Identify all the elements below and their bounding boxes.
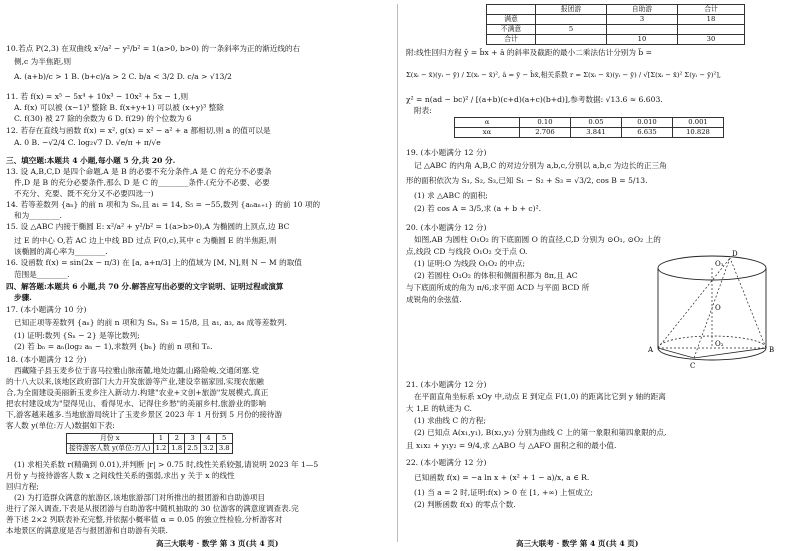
q18-tourist-table bbox=[66, 433, 233, 454]
q21-part2-line1: (2) 已知点 A(x₁,y₁), B(x₂,y₂) 分别为曲线 C 上的第一象限和第四象限的点, bbox=[414, 428, 667, 437]
label-o: O bbox=[715, 304, 721, 312]
q11-stem: 11. 若 f(x) = x⁵ − 5x⁴ + 10x³ − 10x² + 5x − 1,则 bbox=[6, 92, 189, 101]
cylinder-figure bbox=[642, 240, 792, 380]
q18-part2-line2: 进行了深入调查,下表是从报团游与自助游客中随机抽取的 30 位游客的满意度调查表.完 bbox=[6, 504, 299, 513]
q20-header: 20. (本小题满分 12 分) bbox=[406, 223, 487, 232]
table-cell: 30 bbox=[678, 35, 745, 45]
table-cell: 不满意 bbox=[487, 25, 536, 35]
page-4 bbox=[406, 0, 790, 551]
table-cell: 3 bbox=[185, 434, 201, 444]
q20-part2-line1: (2) 若圆柱 O₁O₂ 的体积和侧面积都为 8π,且 AC bbox=[414, 271, 578, 280]
table-cell: 2.5 bbox=[185, 444, 201, 454]
q20-part2-line3: 成锐角的余弦值. bbox=[406, 295, 462, 304]
q15-line1: 15. 设 △ABC 内接于椭圆 E: x²/a² + y²/b² = 1(a>b>0),A 为椭圆的上顶点,边 BC bbox=[6, 222, 290, 231]
appendix-chi-square: χ² = n(ad − bc)² / [(a+b)(c+d)(a+c)(b+d)],参考数据: √13.6 ≈ 6.603. bbox=[406, 95, 663, 104]
label-o2: O₂ bbox=[715, 340, 724, 348]
table-row bbox=[67, 434, 233, 444]
q22-stem: 已知函数 f(x) = −a ln x + (x² + 1 − a)/x, a ∈ R. bbox=[414, 473, 590, 482]
q17-part2: (2) 若 bₙ = aₙ(log₂ aₙ − 1),求数列 {bₙ} 的前 n 项和 Tₙ. bbox=[14, 342, 213, 351]
table-cell: 接待游客人数 y(单位:万人) bbox=[67, 444, 154, 454]
q19-part1: (1) 求 △ABC 的面积; bbox=[414, 191, 488, 200]
q18-line5: 下,游客越来越多.当地旅游局统计了玉麦乡景区 2023 年 1 月份到 5 月份的接待游 bbox=[6, 410, 283, 419]
table-cell: 2.706 bbox=[520, 128, 571, 138]
q19-line2: 形的面积依次为 S₁, S₂, S₃,已知 S₁ − S₂ + S₃ = √3/2, cos B = 5/13. bbox=[406, 176, 648, 185]
table-cell: 5 bbox=[536, 25, 607, 35]
table-cell: 合计 bbox=[678, 5, 745, 15]
q18-header: 18. (本小题满分 12 分) bbox=[6, 355, 87, 364]
table-cell: 1 bbox=[153, 434, 169, 444]
table-cell bbox=[607, 25, 678, 35]
table-cell: 1.8 bbox=[169, 444, 185, 454]
label-d: D bbox=[732, 250, 738, 258]
segment-ad bbox=[658, 258, 730, 348]
table-cell: 报团游 bbox=[536, 5, 607, 15]
q18-part1-line3: 回归方程; bbox=[6, 482, 39, 491]
q16-line1: 16. 设函数 f(x) = sin(2x − π/3) 在 [a, a+π/3] 上的值域为 [M, N],则 N − M 的取值 bbox=[6, 258, 302, 267]
q18-part2-line3: 善下述 2×2 列联表补充完整,并依据小概率值 α = 0.05 的独立性检验,分析游客对 bbox=[6, 515, 283, 524]
table-cell: 10.828 bbox=[673, 128, 724, 138]
table-cell: 0.010 bbox=[622, 118, 673, 128]
q18-part2-line1: (2) 为打造群众满意的旅游区,该地旅游部门对所推出的报团游和自助游项目 bbox=[14, 493, 265, 502]
label-a: A bbox=[648, 346, 654, 354]
bottom-base-front-arc bbox=[658, 348, 766, 360]
table-cell: 满意 bbox=[487, 15, 536, 25]
appendix-line1: 附:线性回归方程 ŷ = b̂x + â 的斜率及截距的最小二乘法估计分别为 b̂ = bbox=[406, 48, 653, 57]
q11-options-ab: A. f(x) 可以被 (x−1)³ 整除 B. f(x+y+1) 可以被 (x+y)³ 整除 bbox=[14, 103, 224, 112]
label-b: B bbox=[769, 346, 775, 354]
q16-line2: 范围是________. bbox=[14, 270, 70, 279]
q12-options: A. 0 B. −√2/4 C. log₂√7 D. √e/π + π/√e bbox=[14, 138, 161, 147]
q17-part1: (1) 证明:数列 {Sₙ − 2} 是等比数列; bbox=[14, 331, 140, 340]
q18-line2: 的十八大以来,该地区政府部门大力开发旅游等产业,建设幸福家园,实现农旅融 bbox=[6, 377, 264, 386]
table-cell: 自助游 bbox=[607, 5, 678, 15]
q22-part2: (2) 判断函数 f(x) 的零点个数. bbox=[414, 500, 516, 509]
q14-line2: 和为________. bbox=[14, 211, 62, 220]
q17-stem: 已知正项等差数列 {aₙ} 的前 n 项和为 Sₙ, S₃ = 15/8, 且 a₁, a₃, a₄ 成等差数列. bbox=[14, 318, 287, 327]
q10-line2: 侧,c 为半焦距,则 bbox=[14, 57, 72, 66]
table-cell: 3.2 bbox=[201, 444, 217, 454]
table-row bbox=[487, 35, 745, 45]
table-row bbox=[455, 128, 724, 138]
q20-line1: 如图,AB 为圆柱 O₁O₂ 的下底面圆 O 的直径,C,D 分别为 ⊙O₁, ⊙O₂ 上的 bbox=[414, 235, 661, 244]
table-cell bbox=[536, 15, 607, 25]
q20-line2: 点,线段 CD 与线段 O₁O₂ 交于点 O. bbox=[406, 247, 528, 256]
q18-line3: 合,为全面建设美丽新玉麦乡注入新动力.构建"农业+文创+旅游"发展模式,真正 bbox=[6, 388, 269, 397]
table-row bbox=[67, 444, 233, 454]
table-cell: α bbox=[455, 118, 520, 128]
table-row bbox=[487, 25, 745, 35]
q15-line3: 该椭圆的离心率为________. bbox=[14, 247, 108, 256]
table-row bbox=[487, 15, 745, 25]
q21-part2-line2: 且 x₁x₂ + y₁y₂ = 9/4,求 △ABO 与 △AFO 面积之和的最小值. bbox=[406, 441, 617, 450]
table-cell bbox=[487, 5, 536, 15]
q18-line4: 把农村建设成为"望得见山、看得见水、记得住乡愁"的美丽乡村,旅游业的影响 bbox=[6, 399, 266, 408]
appendix-formula-line: Σ(xᵢ − x̄)(yᵢ − ȳ) / Σ(xᵢ − x̄)², â = ȳ − b̂x̄,相关系数 r = Σ(xᵢ − x̄)(yᵢ − ȳ) / √[Σ(xᵢ − x̄)² Σ(yᵢ − ȳ)²], bbox=[406, 71, 722, 79]
footer-right: 高三大联考 · 数学 第 4 页(共 4 页) bbox=[516, 539, 639, 548]
table-cell: 月份 x bbox=[67, 434, 154, 444]
appendix-table-label: 附表: bbox=[414, 106, 432, 115]
footer-left: 高三大联考 · 数学 第 3 页(共 4 页) bbox=[156, 539, 279, 548]
table-cell: 3.8 bbox=[216, 444, 232, 454]
q21-line1: 在平面直角坐标系 xOy 中,动点 E 到定点 F(1,0) 的距离比它到 y 轴的距离 bbox=[414, 392, 666, 401]
table-cell bbox=[678, 25, 745, 35]
q13-line3: 不充分、充要、既不充分又不必要四选一) bbox=[14, 189, 154, 198]
table-cell: 合计 bbox=[487, 35, 536, 45]
table-cell: 3.841 bbox=[571, 128, 622, 138]
table-cell: 2 bbox=[169, 434, 185, 444]
q14-line1: 14. 若等差数列 {aₙ} 的前 n 项和为 Sₙ,且 a₁ = 14, S₅ = −55,数列 {aₙaₙ₊₁} 的前 10 项的 bbox=[6, 200, 321, 209]
label-c: C bbox=[690, 362, 696, 370]
q10-line1: 10.若点 P(2,3) 在双曲线 x²/a² − y²/b² = 1(a>0, b>0) 的一条斜率为正的渐近线的右 bbox=[6, 44, 301, 53]
q15-line2: 过 E 的中心 O,若 AC 边上中线 BD 过点 F(0,c),其中 c 为椭圆 E 的半焦距,则 bbox=[14, 236, 277, 245]
table-cell: 0.10 bbox=[520, 118, 571, 128]
q19-part2: (2) 若 cos A = 3/5,求 (a + b + c)². bbox=[414, 204, 542, 213]
segment-bc bbox=[694, 348, 766, 358]
q13-line2: 件,D 是 B 的充分必要条件,那么 D 是 C 的________条件.(充分不必要、必要 bbox=[14, 178, 270, 187]
q18-line6: 客人数 y(单位:万人)数据如下表: bbox=[6, 421, 115, 430]
q20-part2-line2: 与下底面所成的角为 π/6,求平面 ACD 与平面 BCD 所 bbox=[406, 283, 590, 292]
table-cell: 6.635 bbox=[622, 128, 673, 138]
q17-header: 17. (本小题满分 10 分) bbox=[6, 305, 87, 314]
table-row bbox=[455, 118, 724, 128]
table-cell: xα bbox=[455, 128, 520, 138]
q21-line2: 大 1,E 的轨迹为 C. bbox=[406, 404, 472, 413]
q19-line1: 记 △ABC 的内角 A,B,C 的对边分别为 a,b,c,分别以 a,b,c 为边长的正三角 bbox=[414, 161, 667, 170]
q18-line1: 西藏隆子县玉麦乡位于喜马拉雅山脉南麓,地处边疆,山路险峻,交通闭塞.党 bbox=[14, 366, 260, 375]
table-cell: 4 bbox=[201, 434, 217, 444]
q13-line1: 13. 设 A,B,C,D 是四个命题,A 是 B 的必要不充分条件,A 是 C 的充分不必要条 bbox=[6, 167, 272, 176]
table-cell: 10 bbox=[607, 35, 678, 45]
section4-heading: 四、解答题:本题共 6 小题,共 70 分.解答应写出必要的文字说明、证明过程或演算 bbox=[6, 282, 284, 291]
q19-header: 19. (本小题满分 12 分) bbox=[406, 148, 487, 157]
segment-bd bbox=[730, 258, 766, 348]
page-3 bbox=[6, 0, 390, 551]
table-cell: 0.05 bbox=[571, 118, 622, 128]
q18-part2-line4: 本地景区的满意度是否与报团游和自助游有关联. bbox=[6, 526, 168, 535]
table-cell: 1.2 bbox=[153, 444, 169, 454]
q21-header: 21. (本小题满分 12 分) bbox=[406, 380, 487, 389]
table-cell: 3 bbox=[607, 15, 678, 25]
q22-header: 22. (本小题满分 12 分) bbox=[406, 458, 487, 467]
q10-options: A. (a+b)/c > 1 B. (b+c)/a > 2 C. b/a < 3/2 D. c/a > √13/2 bbox=[14, 72, 232, 81]
section4-heading-cont: 步骤. bbox=[14, 293, 32, 302]
table-cell: 0.001 bbox=[673, 118, 724, 128]
satisfaction-contingency-table bbox=[486, 4, 745, 45]
table-cell: 5 bbox=[216, 434, 232, 444]
q22-part1: (1) 当 a = 2 时,证明:f(x) > 0 在 [1, +∞) 上恒成立; bbox=[414, 488, 593, 497]
q18-part1-line2: 月份 y 与接待游客人数 x 之间线性关系的强弱,求出 y 关于 x 的线性 bbox=[6, 471, 235, 480]
table-cell: 18 bbox=[678, 15, 745, 25]
chi-square-critical-table bbox=[454, 117, 724, 138]
table-row bbox=[487, 5, 745, 15]
section3-heading: 三、填空题:本题共 4 小题,每小题 5 分,共 20 分. bbox=[6, 156, 176, 165]
q18-part1-line1: (1) 求相关系数 r(精确到 0.01),并判断 |r| > 0.75 时,线性关系较强,请说明 2023 年 1—5 bbox=[14, 460, 319, 469]
label-o1: O₁ bbox=[715, 260, 724, 268]
q20-part1: (1) 证明:O 为线段 O₁O₂ 的中点; bbox=[414, 259, 526, 268]
q12-stem: 12. 若存在直线与函数 f(x) = x², g(x) = x² − a² + a 都相切,则 a 的值可以是 bbox=[6, 126, 271, 135]
q11-options-cd: C. f(30) 被 27 除的余数为 6 D. f(29) 的个位数为 6 bbox=[14, 114, 192, 123]
q21-part1: (1) 求曲线 C 的方程; bbox=[414, 416, 486, 425]
table-cell bbox=[536, 35, 607, 45]
